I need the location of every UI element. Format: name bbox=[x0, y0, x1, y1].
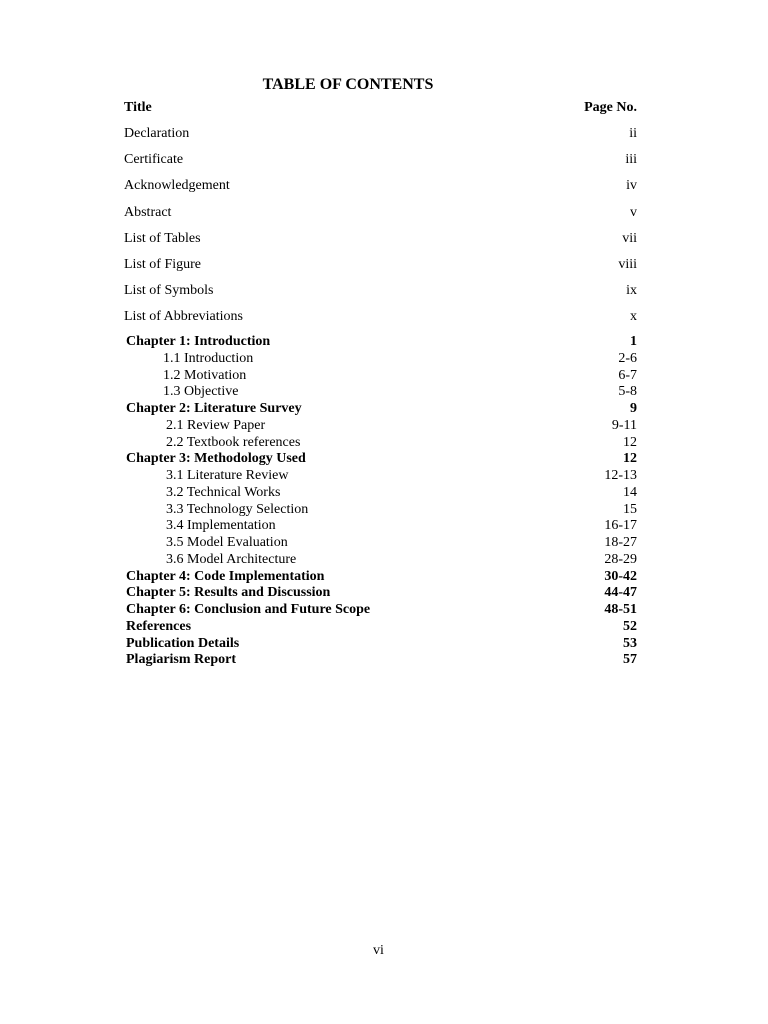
toc-section-entry bbox=[126, 552, 637, 569]
entry-page: vii bbox=[622, 230, 637, 246]
toc-section-entry bbox=[126, 502, 637, 519]
toc-chapter-entry bbox=[126, 401, 637, 418]
entry-title: Chapter 1: Introduction bbox=[126, 334, 271, 349]
toc-chapter-entry bbox=[126, 451, 637, 468]
toc-section-entry bbox=[126, 535, 637, 552]
entry-title: 3.1 Literature Review bbox=[166, 468, 289, 483]
entry-title: References bbox=[126, 618, 192, 634]
entry-page: iii bbox=[625, 152, 637, 168]
entry-page: 18-27 bbox=[604, 535, 637, 550]
toc-chapter-entry bbox=[126, 569, 637, 586]
entry-page: 15 bbox=[623, 501, 637, 517]
entry-page: 12 bbox=[623, 451, 637, 467]
toc-chapter-entry bbox=[126, 619, 637, 636]
toc-chapter-entry bbox=[126, 636, 637, 653]
entry-title: Abstract bbox=[124, 204, 172, 220]
toc-section-entry bbox=[126, 384, 637, 401]
entry-page: 53 bbox=[623, 635, 637, 651]
entry-title: 3.6 Model Architecture bbox=[166, 551, 297, 567]
entry-page: viii bbox=[618, 256, 637, 272]
entry-page: 6-7 bbox=[618, 367, 637, 383]
entry-title: Certificate bbox=[124, 152, 184, 168]
entry-page: 48-51 bbox=[604, 602, 637, 617]
entry-page: 5-8 bbox=[618, 384, 637, 400]
entry-title: Chapter 6: Conclusion and Future Scope bbox=[126, 602, 371, 617]
entry-page: 57 bbox=[623, 652, 637, 668]
entry-title: Publication Details bbox=[126, 635, 240, 651]
toc-section-entry bbox=[126, 351, 637, 368]
entry-title: List of Tables bbox=[124, 230, 201, 246]
entry-page: 1 bbox=[630, 334, 637, 349]
entry-page: v bbox=[630, 204, 637, 220]
entry-page: 12-13 bbox=[604, 468, 637, 483]
entry-title: 1.3 Objective bbox=[163, 384, 239, 400]
toc-entry bbox=[124, 282, 637, 308]
toc-chapter-entry bbox=[126, 334, 637, 351]
entry-page: ix bbox=[626, 283, 637, 299]
toc-entry bbox=[124, 256, 637, 282]
entry-page: 44-47 bbox=[604, 585, 637, 601]
toc-entry bbox=[124, 308, 637, 334]
entry-page: 28-29 bbox=[604, 551, 637, 567]
entry-title: 2.2 Textbook references bbox=[166, 434, 301, 450]
entry-title: Plagiarism Report bbox=[126, 652, 237, 668]
entry-title: Chapter 4: Code Implementation bbox=[126, 568, 325, 584]
chapter-list bbox=[126, 334, 637, 669]
entry-title: 3.2 Technical Works bbox=[166, 484, 281, 500]
toc-chapter-entry bbox=[126, 602, 637, 619]
title-column-header: Title bbox=[124, 100, 152, 115]
entry-title: Chapter 3: Methodology Used bbox=[126, 451, 306, 467]
entry-title: Declaration bbox=[124, 126, 190, 141]
entry-page: 9-11 bbox=[611, 417, 637, 433]
toc-chapter-entry bbox=[126, 652, 637, 669]
toc-section-entry bbox=[126, 468, 637, 485]
entry-page: 16-17 bbox=[604, 518, 637, 534]
page-number: vi bbox=[373, 943, 384, 958]
entry-title: Chapter 2: Literature Survey bbox=[126, 401, 302, 416]
toc-entry bbox=[124, 151, 637, 177]
entry-title: List of Abbreviations bbox=[124, 309, 243, 325]
toc-entry bbox=[124, 125, 637, 151]
entry-title: 3.5 Model Evaluation bbox=[166, 535, 288, 550]
toc-section-entry bbox=[126, 485, 637, 502]
toc-heading: TABLE OF CONTENTS bbox=[262, 76, 434, 93]
entry-title: Chapter 5: Results and Discussion bbox=[126, 585, 331, 601]
entry-title: 3.3 Technology Selection bbox=[166, 501, 309, 517]
entry-title: 3.4 Implementation bbox=[166, 518, 276, 534]
entry-page: 9 bbox=[630, 401, 637, 416]
entry-page: 52 bbox=[623, 618, 637, 634]
toc-chapter-entry bbox=[126, 585, 637, 602]
entry-page: 14 bbox=[623, 484, 637, 500]
toc-column-headers bbox=[124, 99, 637, 117]
entry-title: List of Symbols bbox=[124, 283, 214, 299]
toc-entry bbox=[124, 230, 637, 256]
toc-entry bbox=[124, 177, 637, 203]
toc-section-entry bbox=[126, 368, 637, 385]
entry-page: 30-42 bbox=[604, 568, 637, 584]
entry-title: 1.1 Introduction bbox=[163, 350, 254, 366]
entry-title: List of Figure bbox=[124, 256, 201, 272]
entry-page: 12 bbox=[623, 434, 637, 450]
entry-page: ii bbox=[629, 126, 637, 141]
entry-title: 2.1 Review Paper bbox=[166, 417, 266, 433]
toc-section-entry bbox=[126, 518, 637, 535]
toc-entry bbox=[124, 204, 637, 230]
toc-section-entry bbox=[126, 418, 637, 435]
entry-page: iv bbox=[626, 178, 637, 194]
entry-title: 1.2 Motivation bbox=[163, 367, 247, 383]
toc-section-entry bbox=[126, 435, 637, 452]
entry-title: Acknowledgement bbox=[124, 178, 230, 194]
page-column-header: Page No. bbox=[584, 100, 637, 115]
front-matter-list bbox=[124, 125, 637, 335]
entry-page: x bbox=[630, 309, 637, 325]
entry-page: 2-6 bbox=[618, 350, 637, 366]
